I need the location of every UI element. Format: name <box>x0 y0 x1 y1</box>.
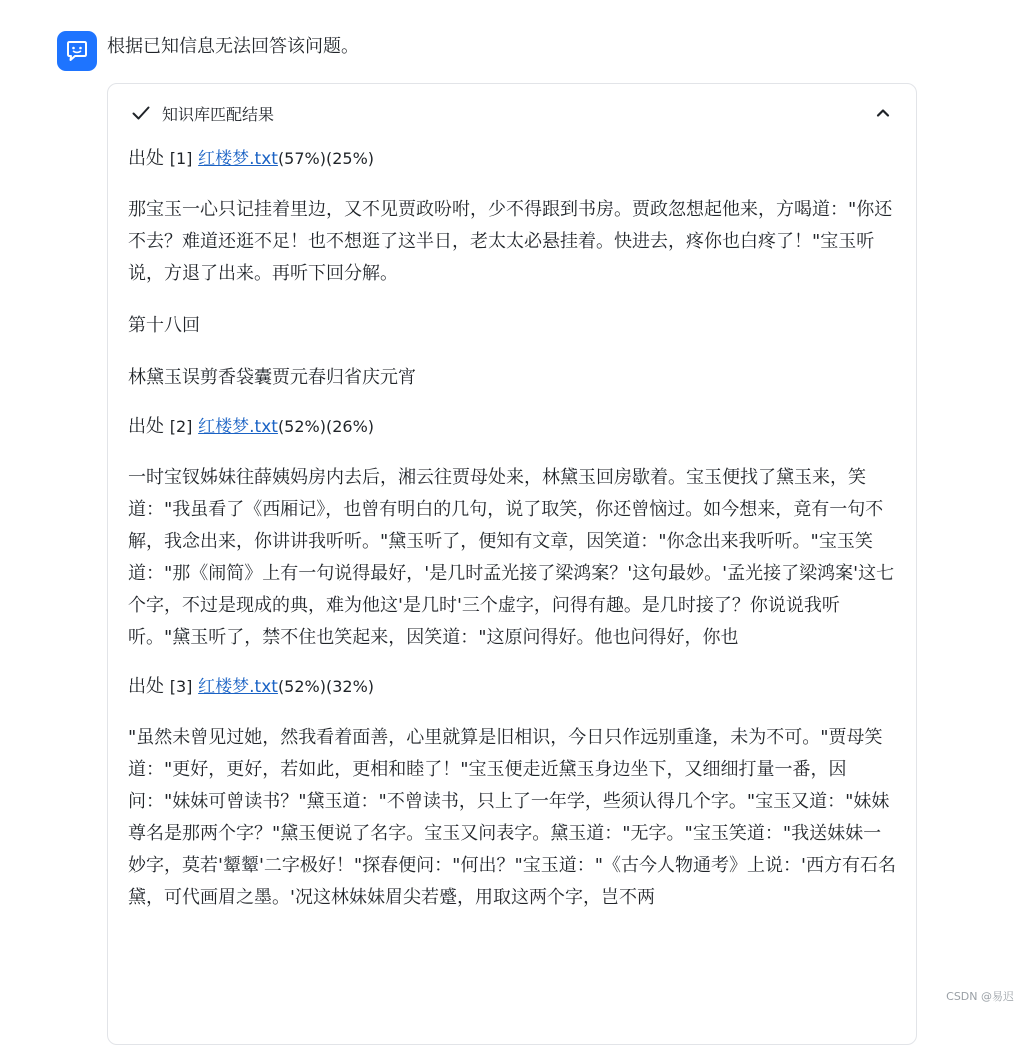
panel-header[interactable] <box>130 100 274 126</box>
source-line <box>128 414 898 440</box>
bot-avatar <box>57 31 97 71</box>
source-file-link[interactable]: 红楼梦.txt <box>198 677 278 697</box>
answer-text: 根据已知信息无法回答该问题。 <box>107 36 359 57</box>
source-label: 出处 <box>128 148 164 169</box>
source-line <box>128 674 898 700</box>
source-index: [1] <box>169 149 193 168</box>
source-label: 出处 <box>128 676 164 697</box>
source-index: [3] <box>169 677 193 696</box>
source-line <box>128 146 898 172</box>
knowledge-panel <box>107 83 917 1045</box>
source-paragraph: 第十八回 <box>128 315 200 336</box>
source-paragraph: 林黛玉误剪香袋囊贾元春归省庆元宵 <box>128 367 416 388</box>
source-file-link[interactable]: 红楼梦.txt <box>198 417 278 437</box>
source-file-link[interactable]: 红楼梦.txt <box>198 149 278 169</box>
source-paragraph: 一时宝钗姊妹往薛姨妈房内去后，湘云往贾母处来，林黛玉回房歇着。宝玉便找了黛玉来，笑道："我虽看了《西厢记》，也曾有明白的几句，说了取笑，你还曾恼过。如今想来，竟有一句不解，我念出来，你讲讲我听听。"黛玉听了，便知有文章，因笑道："你念出来我听听。"宝玉笑道："那《闹简》上有一句说得最好，'是几时孟光接了梁鸿案？'这句最妙。'孟光接了梁鸿案'这七个字，不过是现成的典，难为他这'是几时'三个虚字，问得有趣。是几时接了？你说说我听听。"黛玉听了，禁不住也笑起来，因笑道："这原问得好。他也问得好，你也 <box>128 467 895 648</box>
source-paragraph: "虽然未曾见过她，然我看着面善，心里就算是旧相识，今日只作远别重逢，未为不可。"贾母笑道："更好，更好，若如此，更相和睦了！"宝玉便走近黛玉身边坐下，又细细打量一番，因问："妹妹可曾读书？"黛玉道："不曾读书，只上了一年学，些须认得几个字。"宝玉又道："妹妹尊名是那两个字？"黛玉便说了名字。宝玉又问表字。黛玉道："无字。"宝玉笑道："我送妹妹一妙字，莫若'颦颦'二字极好！"探春便问："何出？"宝玉道："《古今人物通考》上说：'西方有石名黛，可代画眉之墨。'况这林妹妹眉尖若蹙，用取这两个字，岂不两 <box>128 727 896 908</box>
panel-title: 知识库匹配结果 <box>162 104 275 124</box>
watermark: CSDN @易迟 <box>946 990 1014 1003</box>
chevron-up-icon[interactable] <box>874 104 892 122</box>
source-scores: (52%)(26%) <box>277 417 375 436</box>
source-label: 出处 <box>128 416 164 437</box>
source-paragraph: 那宝玉一心只记挂着里边，又不见贾政吩咐，少不得跟到书房。贾政忽想起他来，方喝道："你还不去？难道还逛不足！也不想逛了这半日，老太太必悬挂着。快进去，疼你也白疼了！"宝玉听说，方退了出来。再听下回分解。 <box>128 199 893 284</box>
source-scores: (57%)(25%) <box>277 149 375 168</box>
source-scores: (52%)(32%) <box>277 677 375 696</box>
check-icon <box>130 102 152 124</box>
chat-bot-icon <box>64 38 90 64</box>
results-list <box>128 146 898 914</box>
source-index: [2] <box>169 417 193 436</box>
